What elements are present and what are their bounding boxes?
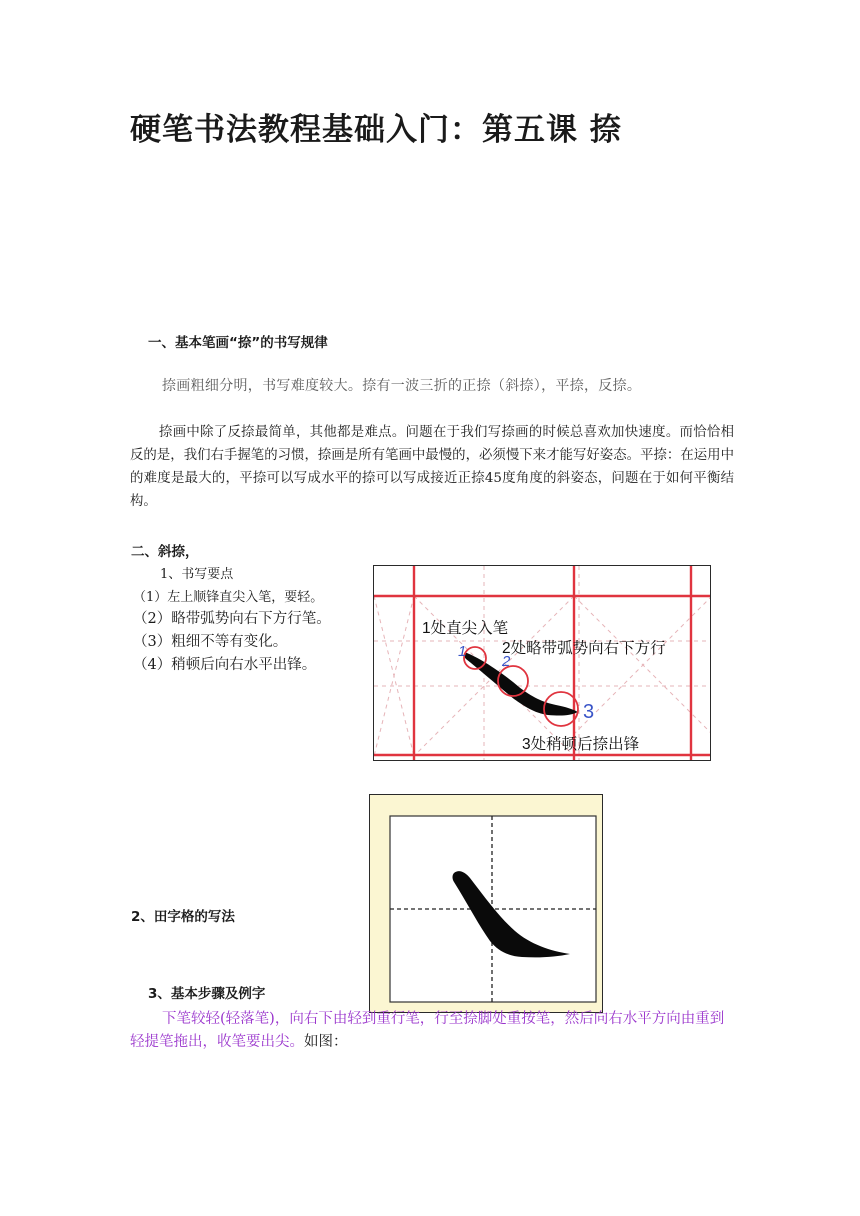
stroke-annotation-svg	[374, 566, 711, 761]
steps-description-tail: 如图：	[304, 1034, 348, 1050]
writing-point-3: （3）粗细不等有变化。	[133, 634, 288, 650]
section1-paragraph: 捺画中除了反捺最简单，其他都是难点。问题在于我们写捺画的时候总喜欢加快速度。而恰恰相反的是，我们右手握笔的习惯，捺画是所有笔画中最慢的，必须慢下来才能写好姿态。平捺：在运用中的难度是最大的，平捺可以写成水平的捺可以写成接近正捺45度角度的斜姿态，问题在于如何平衡结构。	[130, 425, 734, 509]
tianzige-figure	[369, 794, 603, 1013]
stroke-annotation-figure	[373, 565, 711, 761]
figure-label-1: 1处直尖入笔	[422, 620, 509, 637]
blue-mark-3: 3	[583, 701, 595, 723]
figure-label-3: 3处稍顿后捺出锋	[522, 736, 640, 753]
writing-point-1: （1）左上顺锋直尖入笔，要轻。	[133, 590, 324, 605]
figure-label-2: 2处略带弧势向右下方行	[502, 640, 666, 657]
writing-point-2: （2）略带弧势向右下方行笔。	[133, 611, 331, 627]
steps-heading: 3、基本步骤及例字	[148, 986, 266, 1002]
section1-heading: 一、基本笔画“捺”的书写规律	[148, 335, 328, 351]
grid-writing-heading: 2、田字格的写法	[131, 909, 235, 925]
writing-point-4: （4）稍顿后向右水平出锋。	[133, 657, 317, 673]
section2-heading: 二、斜捺，	[131, 544, 199, 560]
section1-intro: 捺画粗细分明，书写难度较大。捺有一波三折的正捺（斜捺），平捺，反捺。	[162, 378, 642, 394]
blue-mark-1: 1	[458, 643, 467, 660]
tianzige-svg	[370, 795, 603, 1013]
page-title: 硬笔书法教程基础入门：第五课 捺	[130, 112, 622, 148]
steps-description	[130, 1008, 734, 1054]
blue-mark-2: 2	[502, 653, 511, 670]
writing-points-heading: 1、书写要点	[160, 567, 234, 582]
slant-stroke	[464, 653, 578, 716]
steps-description-highlight: 下笔较轻(轻落笔)，向右下由轻到重行笔，行至捺脚处重按笔，然后向右水平方向由重到轻提笔拖出，收笔要出尖。	[130, 1011, 725, 1050]
grid-red-lines	[374, 566, 711, 761]
